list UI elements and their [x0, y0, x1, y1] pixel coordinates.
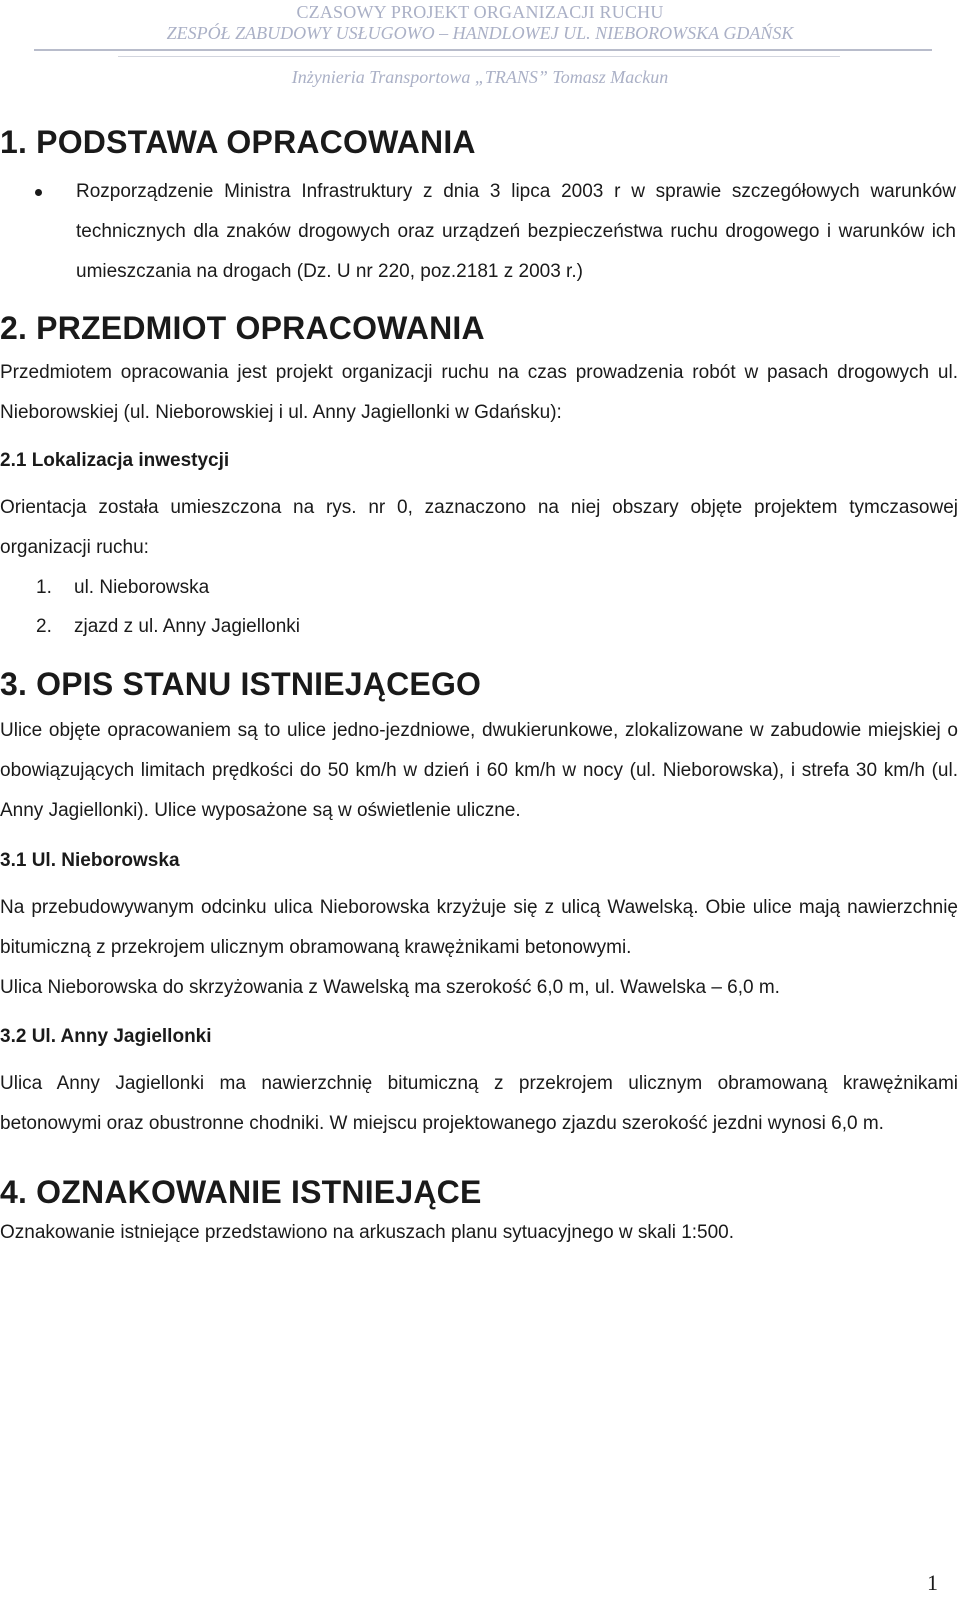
section-3-1-text-width: Ulica Nieborowska do skrzyżowania z Wawelską ma szerokość 6,0 m, ul. Wawelska – 6,0 m.: [0, 977, 780, 998]
list-item: 2. zjazd z ul. Anny Jagiellonki: [36, 616, 301, 637]
section-2-text: Przedmiotem opracowania jest projekt organizacji ruchu na czas prowadzenia robót w pasach drogowych ul. Nieborowskiej (ul. Nieborowskiej i ul. Anny Jagiellonki w Gdańsku):: [0, 362, 958, 423]
section-3-title: 3. OPIS STANU ISTNIEJĄCEGO: [0, 666, 482, 702]
header-divider-thin: [118, 56, 840, 57]
header-company: Inżynieria Transportowa „TRANS” Tomasz Mackun: [291, 67, 669, 87]
section-1-title: 1. PODSTAWA OPRACOWANIA: [0, 124, 476, 160]
section-3-1-title: 3.1 Ul. Nieborowska: [0, 850, 180, 871]
section-3-1-text: Na przebudowywanym odcinku ulica Nieborowska krzyżuje się z ulicą Wawelską. Obie ulice mają nawierzchnię bitumiczną z przekrojem ulicznym obramowaną krawężnikami betonowymi.: [0, 897, 958, 958]
section-4-title: 4. OZNAKOWANIE ISTNIEJĄCE: [0, 1174, 482, 1210]
section-4-text: Oznakowanie istniejące przedstawiono na arkuszach planu sytuacyjnego w skali 1:500.: [0, 1222, 735, 1243]
section-1-bullet-list: [0, 172, 958, 292]
section-2-1-title: 2.1 Lokalizacja inwestycji: [0, 450, 230, 471]
page-number: 1: [927, 1570, 938, 1595]
section-3-2-text: Ulica Anny Jagiellonki ma nawierzchnię bitumiczną z przekrojem ulicznym obramowaną krawężnikami betonowymi oraz obustronne chodniki. W miejscu projektowanego zjazdu szerokość jezdni wynosi 6,0 m.: [0, 1073, 958, 1134]
bullet-item: [0, 172, 958, 292]
header-divider: [34, 49, 932, 51]
section-3-2-title: 3.2 Ul. Anny Jagiellonki: [0, 1026, 212, 1047]
document-body: [0, 120, 958, 1253]
list-item: 1. ul. Nieborowska: [36, 577, 210, 598]
bullet-icon: [35, 189, 42, 196]
section-2-1-text: Orientacja została umieszczona na rys. nr 0, zaznaczono na niej obszary objęte projektem tymczasowej organizacji ruchu:: [0, 497, 958, 558]
section-2-title: 2. PRZEDMIOT OPRACOWANIA: [0, 310, 485, 346]
section-3-text: Ulice objęte opracowaniem są to ulice jedno-jezdniowe, dwukierunkowe, zlokalizowane w zabudowie miejskiej o obowiązujących limitach prędkości do 50 km/h w dzień i 60 km/h w nocy (ul. Nieborowska), i strefa 30 km/h (ul. Anny Jagiellonki). Ulice wyposażone są w oświetlenie uliczne.: [0, 720, 958, 821]
section-2-1-list: [0, 568, 958, 646]
page-header: [0, 0, 960, 100]
header-project-title: CZASOWY PROJEKT ORGANIZACJI RUCHU: [296, 2, 664, 22]
header-project-subtitle: ZESPÓŁ ZABUDOWY USŁUGOWO – HANDLOWEJ UL. NIEBOROWSKA GDAŃSK: [166, 23, 794, 43]
bullet-text: Rozporządzenie Ministra Infrastruktury z dnia 3 lipca 2003 r w sprawie szczegółowych warunków technicznych dla znaków drogowych oraz urządzeń bezpieczeństwa ruchu drogowego i warunków ich umieszczania na drogach (Dz. U nr 220, poz.2181 z 2003 r.): [76, 181, 956, 282]
